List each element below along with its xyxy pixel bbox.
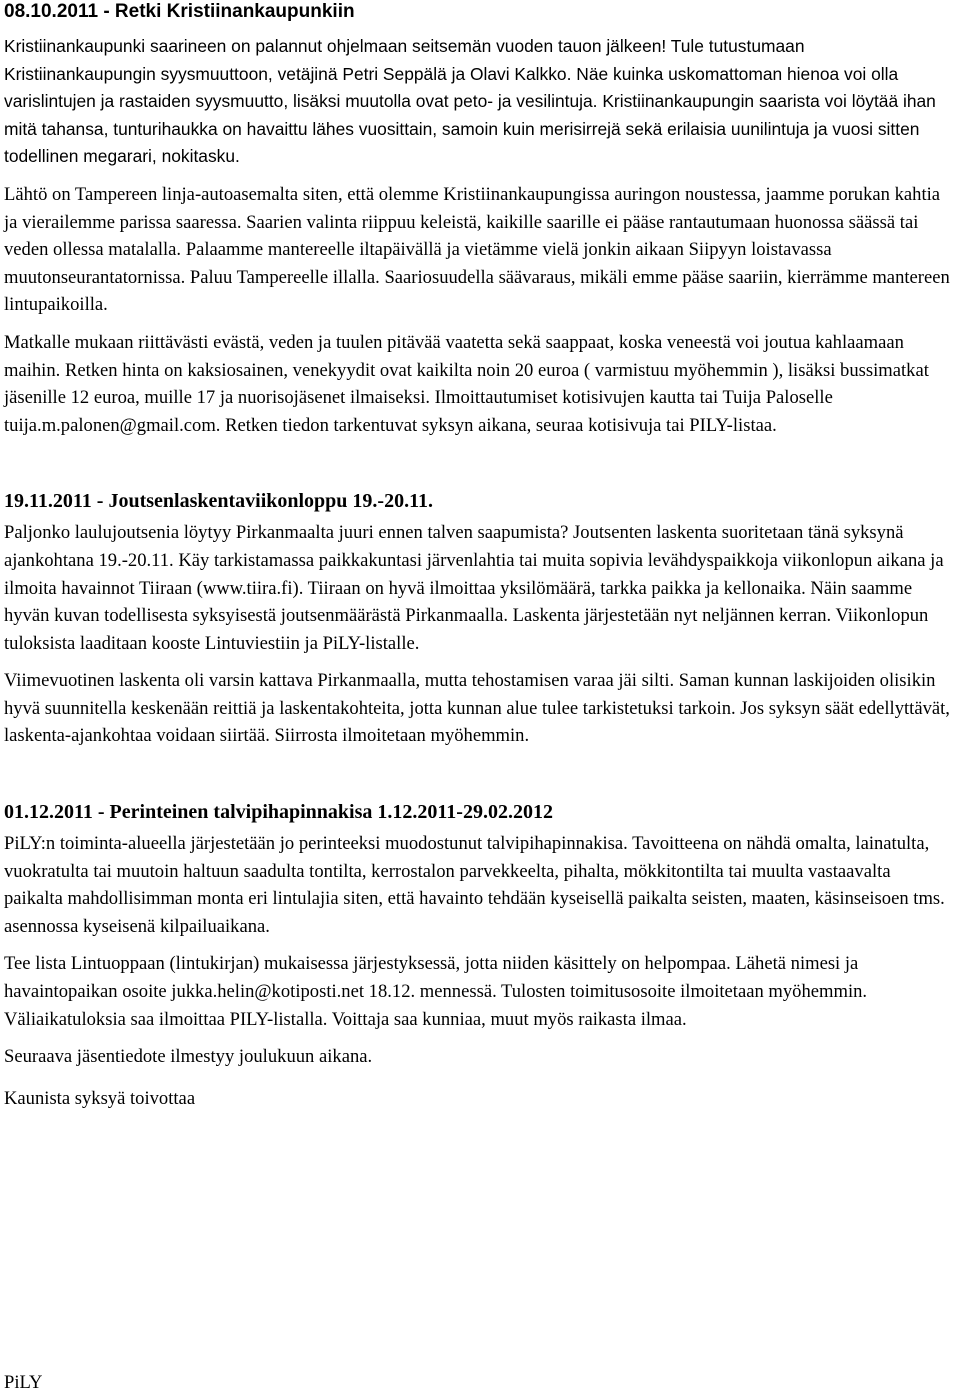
next-issue-note: Seuraava jäsentiedote ilmestyy joulukuun aikana. xyxy=(4,1046,373,1068)
section-heading: 08.10.2011 - Retki Kristiinankaupunkiin xyxy=(4,1,355,22)
paragraph: Matkalle mukaan riittävästi evästä, veden ja tuulen pitävää vaatetta sekä saappaat, koska veneestä voi joutua kahlaamaan maihin. Retken hinta on kaksiosainen, venekyydit ovat kaikilta noin 20 euroa ( varmistuu myöhemmin ), lisäksi bussimatkat jäsenille 12 euroa, muille 17 ja nuorisojäsenet ilmaiseksi. Ilmoittautumiset kotisivujen kautta tai Tuija Paloselle tuija.m.palonen@gmail.com. Retken tiedon tarkentuvat syksyn aikana, seuraa kotisivuja tai PILY-listaa. xyxy=(4,331,929,436)
document xyxy=(4,0,950,1112)
section-heading: 01.12.2011 - Perinteinen talvipihapinnakisa 1.12.2011-29.02.2012 xyxy=(4,801,553,824)
greeting: Kaunista syksyä toivottaa xyxy=(4,1087,196,1109)
paragraph: Tee lista Lintuoppaan (lintukirjan) mukaisessa järjestyksessä, jotta niiden käsittely on helpompaa. Lähetä nimesi ja havaintopaikan osoite jukka.helin@kotiposti.net 18.12. mennessä. Tulosten toimitusosoite ilmoitetaan myöhemmin. Väliaikatuloksia saa ilmoittaa PILY-listalla. Voittaja saa kunniaa, muut myös raikasta ilmaa. xyxy=(4,953,868,1030)
section-heading: 19.11.2011 - Joutsenlaskentaviikonloppu 19.-20.11. xyxy=(4,490,433,513)
paragraph: Viimevuotinen laskenta oli varsin kattava Pirkanmaalla, mutta tehostamisen varaa jäi silti. Saman kunnan laskijoiden olisikin hyvä suunnitella keskenään reittiä ja laskentakohteita, jotta kunnan alue tulee tarkistetuksi tarkoin. Jos syksyn säät edellyttävät, laskenta-ajankohtaa voidaan siirtää. Siirrosta ilmoitetaan myöhemmin. xyxy=(4,670,950,747)
paragraph: PiLY:n toiminta-alueella järjestetään jo perinteeksi muodostunut talvipihapinnakisa. Tavoitteena on nähdä omalta, lainatulta, vuokratulta tai muutoin haltuun saadulta tontilta, kerrostalon parvekkeelta, pihalta, mökkitontilta tai muulta vastaavalta paikalta mahdollisimman monta eri lintulajia siten, että havainto tehdään kyseisellä paikalta seisten, maaten, käsinseisoen tms. asennossa kyseisenä kilpailuaikana. xyxy=(4,833,945,937)
paragraph: Kristiinankaupunki saarineen on palannut ohjelmaan seitsemän vuoden tauon jälkeen! Tule tutustumaan Kristiinankaupungin syysmuuttoon, vetäjinä Petri Seppälä ja Olavi Kalkko. Näe kuinka uskomattoman hienoa voi olla varislintujen ja rastaiden syysmuutto, lisäksi muutolla ovat peto- ja vesilintuja. Kristiinankaupungin saarista voi löytää ihan mitä tahansa, tunturihaukka on havaittu lähes vuosittain, samoin kuin merisirrejä sekä erilaisia uunilintuja ja vuosi sitten todellinen megarari, nokitasku. xyxy=(4,36,936,167)
signature: PiLY xyxy=(4,1372,43,1393)
paragraph: Paljonko laulujoutsenia löytyy Pirkanmaalta juuri ennen talven saapumista? Joutsenten laskenta suoritetaan tänä syksynä ajankohtana 19.-20.11. Käy tarkistamassa paikkakuntasi järvenlahtia tai muita sopivia levähdyspaikkoja viikonlopun aikana ja ilmoita havainnot Tiiraan (www.tiira.fi). Tiiraan on hyvä ilmoittaa yksilömäärä, tarkka paikka ja kellonaika. Näin saamme hyvän kuvan todellisesta syksyisestä joutsenmäärästä Pirkanmaalla. Laskenta järjestetään nyt neljännen kerran. Viikonlopun tuloksista laaditaan kooste Lintuviestiin ja PiLY-listalle. xyxy=(4,522,944,654)
paragraph: Lähtö on Tampereen linja-autoasemalta siten, että olemme Kristiinankaupungissa auringon noustessa, jaamme porukan kahtia ja vierailemme parissa saaressa. Saarien valinta riippuu keleistä, kaikille saarille ei pääse rantautumaan huonossa säässä tai veden ollessa matalalla. Palaamme mantereelle iltapäivällä ja vietämme vielä jonkin aikaan Siipyyn loistavassa muutonseurantatornissa. Paluu Tampereelle illalla. Saariosuudella säävaraus, mikäli emme pääse saariin, kierrämme mantereen lintupaikoilla. xyxy=(4,183,950,316)
